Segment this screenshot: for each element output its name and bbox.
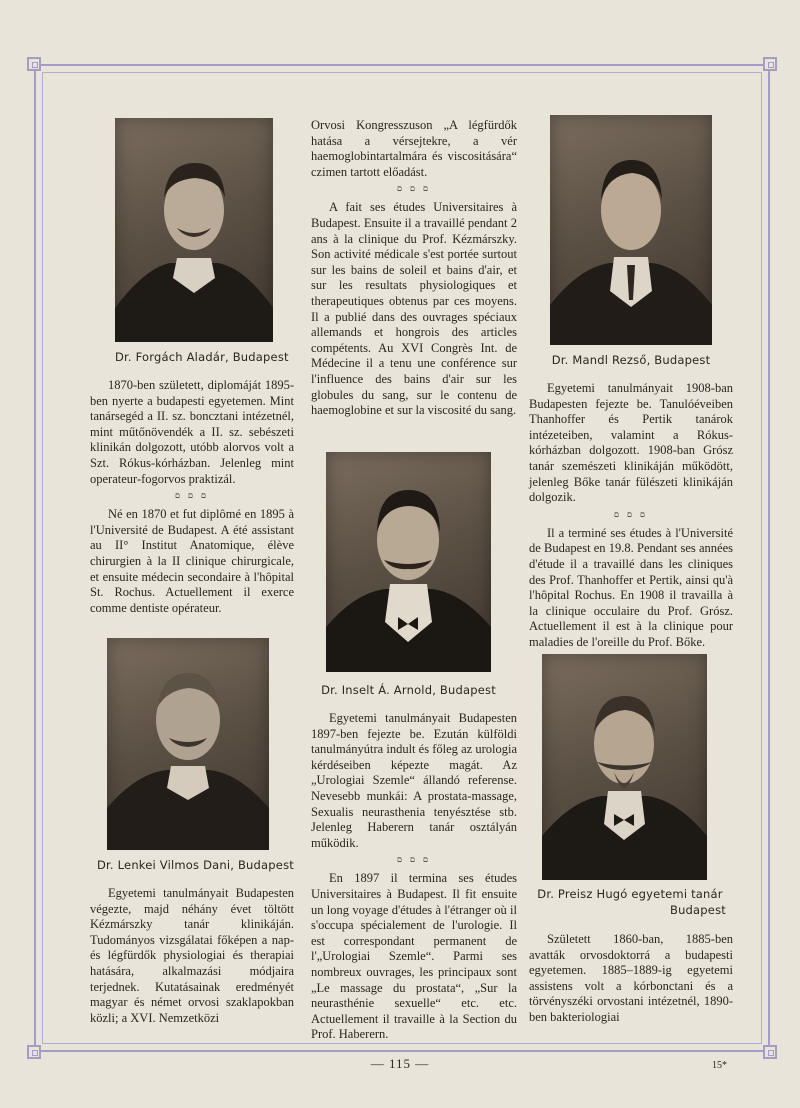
portrait-caption: Dr. Forgách Aladár, Budapest: [115, 350, 289, 364]
paragraph-french: Né en 1870 et fut diplômé en 1895 à l'Université de Budapest. A été assistant au II° Institut Anatomique, élève chirurgien à la II clinique chirurgicale, et ensuite médecin secondaire à l'hôpital St. Rochus. Actuellement il exerce comme dentiste opérateur.: [90, 507, 294, 615]
paragraph-hungarian-continued: Orvosi Kongresszuson „A légfürdők hatása a vérsejtekre, a vér haemoglobintartalmára és viscositására“ czimen tartott előadást.: [311, 118, 517, 179]
paragraph-french: Il a terminé ses études à l'Université de Budapest en 19.8. Pendant ses années d'étude il a travaillé dans les cliniques des Prof. Thanhoffer et Pertik, ainsi qu'à l'hôpital Rochus. En 1908 il travailla à la clinique occulaire du Prof. Grósz. Actuellement il est à la clinique pour maladies de l'oreille du Prof. Bőke.: [529, 525, 733, 649]
portrait-photo-inselt: [326, 452, 491, 672]
signature-mark: 15*: [712, 1060, 727, 1071]
portrait-photo-preisz: [542, 654, 707, 880]
portrait-caption: Dr. Mandl Rezső, Budapest: [551, 353, 711, 367]
text-column-mandl: [529, 381, 733, 651]
text-column-lenkei: [90, 886, 294, 1026]
portrait-photo-forgach: [115, 118, 273, 342]
paragraph-hungarian: Egyetemi tanulmányait 1908-ban Budapesten fejezte be. Tanulóéveiben Thanhoffer és Pertik tanárok intézeteiben, valamint a Rókus-kórházban dolgozott. 1908-ban Grósz tanár szemészeti klinikáján működött, jelenleg Bőke tanár fülészeti klinikáján dolgozik.: [529, 381, 733, 505]
text-column-preisz: [529, 932, 733, 1026]
frame-corner-ornament: [27, 57, 41, 71]
frame-corner-ornament: [763, 57, 777, 71]
caption-line: Dr. Preisz Hugó egyetemi tanár: [537, 887, 723, 901]
text-column-lenkei-continued: [311, 118, 517, 419]
caption-line: Budapest: [669, 903, 726, 917]
paragraph-french: A fait ses études Universitaires à Budapest. Ensuite il a travaillé pendant 2 ans à la clinique du Prof. Kézmárszky. Son activité médicale s'est portée surtout sur les bains de soleil et bains d'air, et sur les resultats physiologiques et therapeutiques obtenus par ces moyens. Il a publié dans des ouvrages spéciaux allemands et hongrois des articles compétents. Au XVI Congrès Int. de Médecine il a tenu une conférence sur l'influence des bains d'air sur les globules du sang, sur le contenu de haemoglobine et sur la viscosité du sang.: [311, 200, 517, 418]
portrait-caption: Dr. Lenkei Vilmos Dani, Budapest: [97, 858, 294, 872]
paragraph-hungarian: 1870-ben született, diplomáját 1895-ben nyerte a budapesti egyetemen. Mint tanársegéd a II. sz. boncztani intézetnél, mint műtőnövendék a II. sz. sebészeti klinikán dolgozott, utóbb alorvos volt a Szt. Rókus-kórházban. Jelenleg mint operateur-fogorvos praktizál.: [90, 378, 294, 486]
text-column-forgach: [90, 378, 294, 616]
portrait-photo-mandl: [550, 115, 712, 345]
portrait-photo-lenkei: [107, 638, 269, 850]
portrait-caption: Dr. Inselt Á. Arnold, Budapest: [321, 683, 496, 697]
section-separator: ם ם ם: [614, 509, 648, 519]
paragraph-hungarian: Egyetemi tanulmányait Budapesten 1897-ben fejezte be. Ezután külföldi tanulmányútra indult és főleg az urologia kérdéseiben képezte magát. Az „Urologiai Szemle“ állandó referense. Nevesebb munkái: A prostata-massage, Sexualis neurasthenia tenyésztése stb. Jelenleg Haberern tanár osztályán működik.: [311, 711, 517, 850]
paragraph-hungarian: Született 1860-ban, 1885-ben avatták orvosdoktorrá a budapesti egyetemen. 1885–1889-ig egyetemi assistens volt a kórbonctani és a törvényszéki orvostani intézetnél, 1890-ben bakteriologiai: [529, 932, 733, 1024]
section-separator: ם ם ם: [175, 491, 209, 501]
paragraph-hungarian: Egyetemi tanulmányait Budapesten végezte, majd néhány évet töltött Kézmárszky tanár klinikáján. Tudományos vizsgálatai főképen a nap- és légfürdők physiologiai és therapiai hatására, alkalmazási módjaira terjednek. Kutatásainak eredményét magyar és német orvosi szaklapokban közli; a XVI. Nemzetközi: [90, 886, 294, 1025]
frame-corner-ornament: [763, 1045, 777, 1059]
paragraph-french: En 1897 il termina ses études Universitaires à Budapest. Il fit ensuite un long voyage d'études à l'étranger où il s'occupa spécialement de l'urologie. Il est correspondant permanent de l'„Urologiai Szemle“. Parmi ses nombreux ouvrages, les principaux sont „Le massage du prostata“, „Sur la neurasthénie sexuelle“ etc. etc. Actuellement il travaille à la Section du Prof. Haberern.: [311, 871, 517, 1042]
text-column-inselt: [311, 711, 517, 1043]
portrait-caption: [534, 886, 726, 918]
section-separator: ם ם ם: [397, 855, 431, 865]
page-number: — 115 —: [370, 1056, 430, 1071]
section-separator: ם ם ם: [397, 184, 431, 194]
frame-corner-ornament: [27, 1045, 41, 1059]
